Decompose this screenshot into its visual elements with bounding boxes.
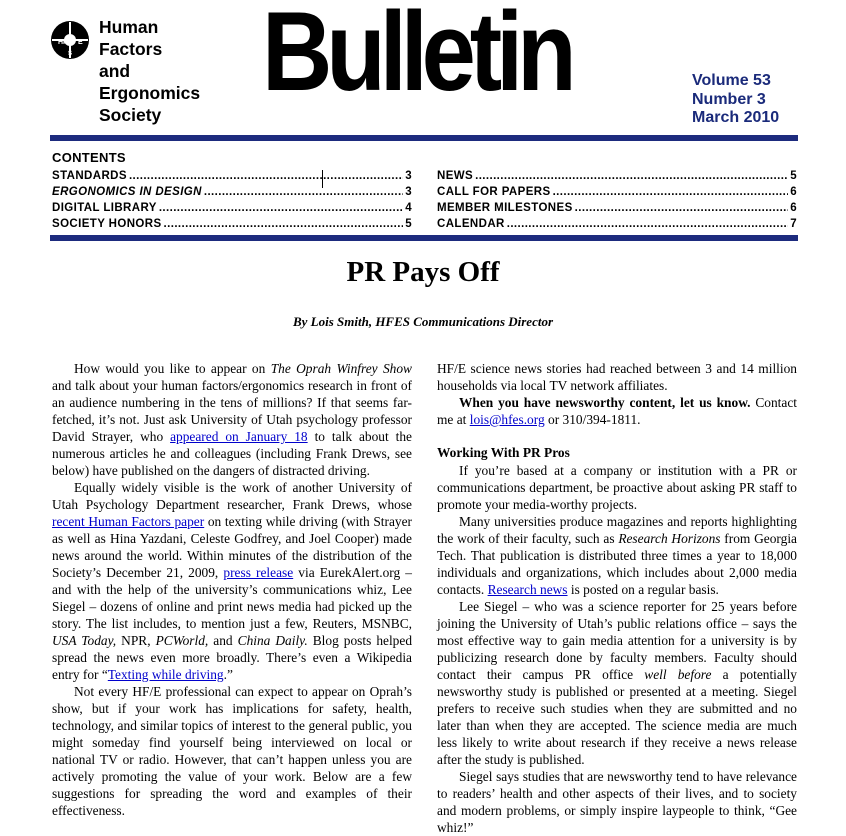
wikipedia-texting-link[interactable]: Texting while driving <box>107 667 224 682</box>
paragraph: Many universities produce magazines and reports highlighting the work of their faculty, such as Research Horizons from Georgia Tech. That publication is distributed three times a year to 18,000 individuals and organizations, which includes about 2,000 media contacts. Research news is posted on a regular basis. <box>437 514 797 597</box>
contents-rule <box>50 235 798 241</box>
article-column-right <box>437 360 797 836</box>
paragraph: Not every HF/E professional can expect to appear on Oprah’s show, but if your work has implications for safety, health, technology, and similar topics of interest to the general public, you might someday find yourself being interviewed on local or national TV or radio. However, that can’t happen unless you are actively promoting the value of your work. Below are a few suggestions for spreading the word and examples of their effectiveness. <box>52 684 412 818</box>
article-byline: By Lois Smith, HFES Communications Director <box>292 314 554 329</box>
toc-item-ergonomics-in-design[interactable]: ERGONOMICS IN DESIGN ..... 3 <box>52 186 412 202</box>
human-factors-paper-link[interactable]: recent Human Factors paper <box>52 514 205 529</box>
paragraph: Siegel says studies that are newsworthy tend to have relevance to readers’ health and other aspects of their lives, and to society and modern problems, or simply inspire laypeople to think, “Gee whiz!” <box>437 769 797 835</box>
toc-item-calendar[interactable]: CALENDAR ..... 7 <box>437 218 797 234</box>
oprah-appearance-link[interactable]: appeared on January 18 <box>170 429 308 444</box>
press-release-link[interactable]: press release <box>223 565 294 580</box>
hfes-logo <box>50 20 90 60</box>
volume: Volume 53 <box>692 72 771 89</box>
top-rule <box>50 135 798 141</box>
section-heading: Working With PR Pros <box>437 445 570 460</box>
masthead-title: Bulletin <box>262 0 571 114</box>
toc-item-society-honors[interactable]: SOCIETY HONORS ..... 5 <box>52 218 412 234</box>
paragraph: Equally widely visible is the work of another University of Utah Psychology Department researcher, Frank Drews, whose recent Human Factors paper on texting while driving (with Strayer as well as Hina Yazdani, Celeste Godfrey, and Joel Cooper) made news around the world. Within minutes of the distribution of the Society’s December 21, 2009, press release via EurekAlert.org – and with the help of the university’s communications whiz, Lee Siegel – dozens of online and print news media had picked up the story. The list includes, to mention just a few, Reuters, MSNBC, USA Today, NPR, PCWorld, and China Daily. Blog posts helped spread the news even more broadly. There’s even a Wikipedia entry for “Texting while driving.” <box>52 480 413 682</box>
toc-item-news[interactable]: NEWS ..... 5 <box>437 170 797 186</box>
toc-item-standards[interactable]: STANDARDS ..... 3 <box>52 170 412 186</box>
org-line: Ergonomics <box>99 83 201 103</box>
org-name <box>99 16 200 126</box>
article-headline: PR Pays Off <box>346 256 500 288</box>
org-line: Human <box>99 17 159 37</box>
paragraph: When you have newsworthy content, let us know. Contact me at lois@hfes.org or 310/394-1811. <box>437 395 797 427</box>
logo-text-e: E <box>78 39 83 46</box>
paragraph: Lee Siegel – who was a science reporter for 25 years before joining the University of Utah’s public relations office – says the most effective way to gain media attention for a university is by publicizing research done by faculty members. Faculty should contact their campus PR office well before a potentially newsworthy study is published or presented at a meeting. Siegel prefers to receive such studies when they are submitted and no later than when they are accepted. The science media are much less likely to write about research if they receive a news release after the study is published. <box>437 599 797 767</box>
logo-text-hf: HF <box>58 39 68 46</box>
issue-date: March 2010 <box>692 109 780 126</box>
article-column-left <box>52 360 412 819</box>
toc-item-member-milestones[interactable]: MEMBER MILESTONES ..... 6 <box>437 202 797 218</box>
text-cursor <box>322 170 323 188</box>
logo-text-s: S <box>68 51 73 57</box>
org-line: and <box>99 61 131 81</box>
issue-number: Number 3 <box>692 90 766 108</box>
org-line: Factors <box>99 39 163 59</box>
paragraph: If you’re based at a company or institution with a PR or communications department, be proactive about asking PR staff to promote your media-worthy projects. <box>437 463 797 512</box>
paragraph: How would you like to appear on The Oprah Winfrey Show and talk about your human factors/ergonomics research in front of an audience numbering in the tens of millions? If that seems far-fetched, it’s not. Just ask University of Utah psychology professor David Strayer, who appeared on January 18 to talk about the numerous articles he and colleagues (including Frank Drews, see below) have published on the dangers of distracted driving. <box>52 361 412 478</box>
issue-info <box>692 72 779 128</box>
contents-heading: CONTENTS <box>52 150 126 165</box>
toc-item-digital-library[interactable]: DIGITAL LIBRARY ..... 4 <box>52 202 412 218</box>
toc-item-call-for-papers[interactable]: CALL FOR PAPERS ..... 6 <box>437 186 797 202</box>
research-news-link[interactable]: Research news <box>487 582 568 597</box>
org-line: Society <box>99 105 162 125</box>
email-link[interactable]: lois@hfes.org <box>469 412 545 427</box>
paragraph: HF/E science news stories had reached between 3 and 14 million households via local TV network affiliates. <box>437 361 797 393</box>
